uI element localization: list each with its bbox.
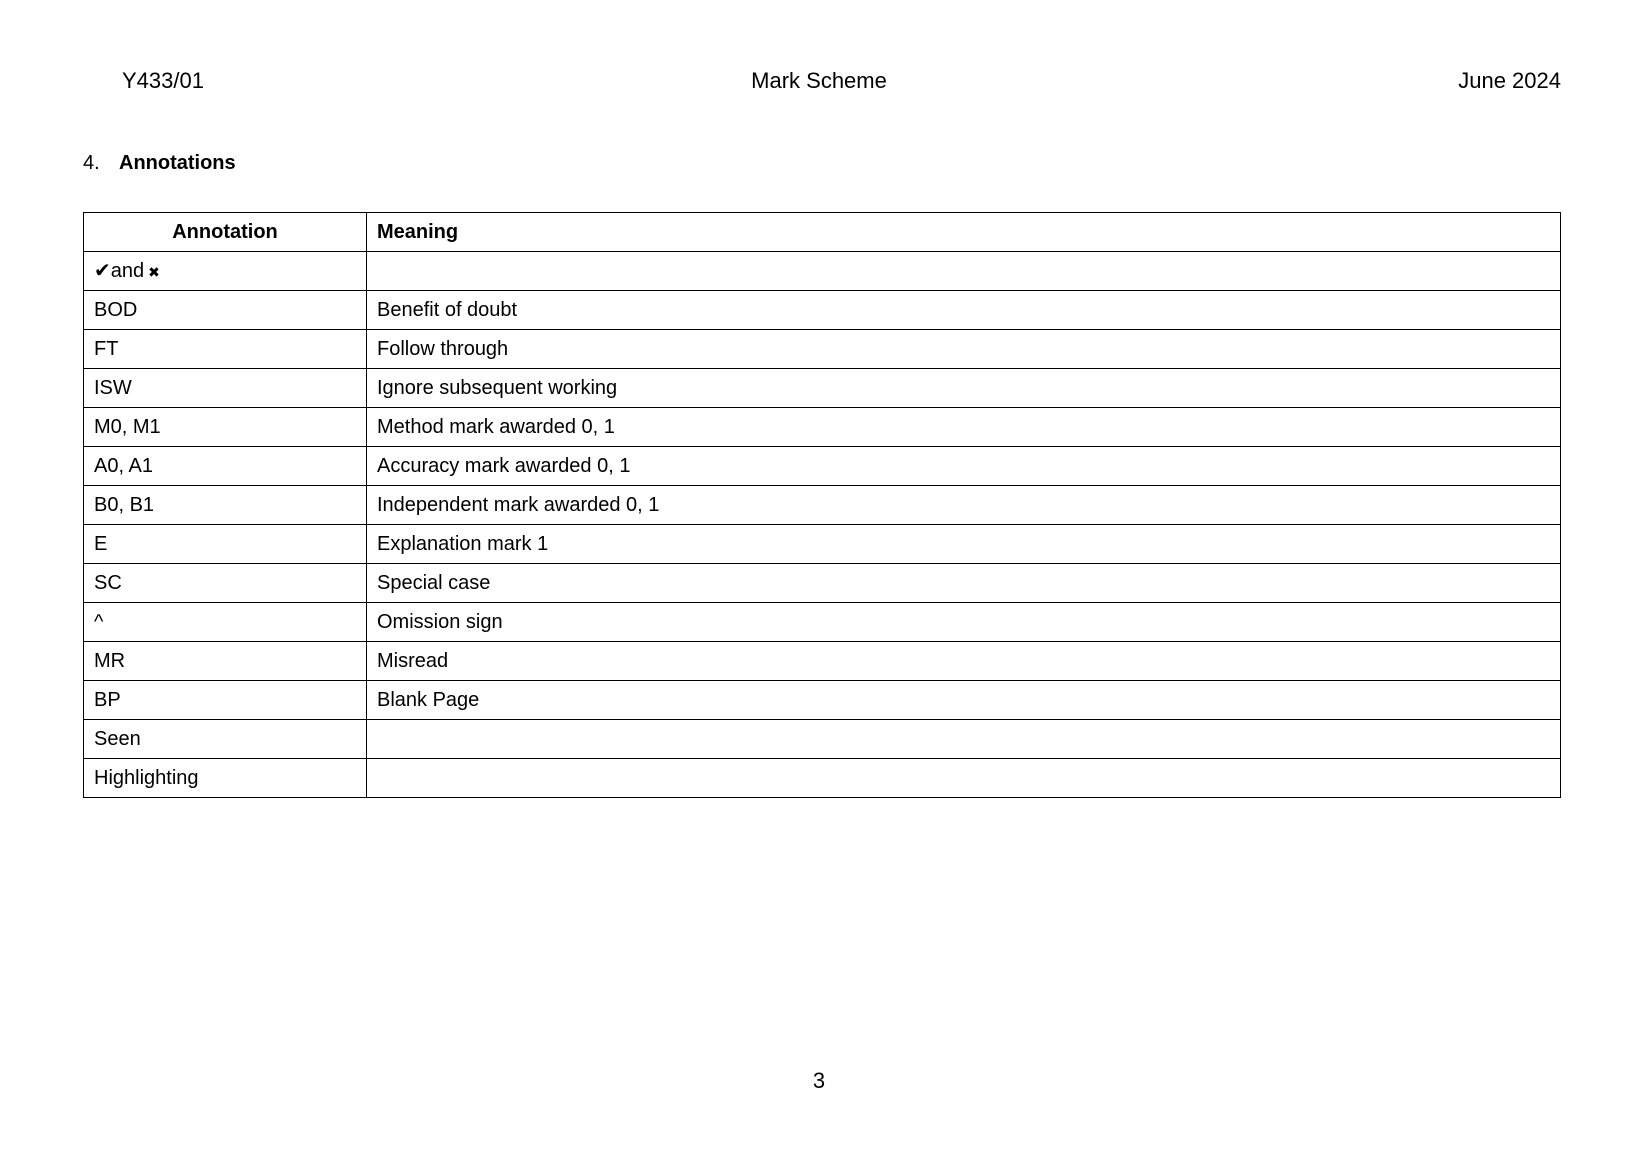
section-title: Annotations [119,152,236,174]
table-row [84,603,1561,642]
annotation-cell: ISW [84,369,367,408]
paper-code: Y433/01 [122,68,204,93]
meaning-column-header: Meaning [367,213,1561,252]
table-row [84,486,1561,525]
table-row [84,681,1561,720]
table-header-row [84,213,1561,252]
annotation-cell: SC [84,564,367,603]
exam-date: June 2024 [1458,68,1561,93]
document-title: Mark Scheme [751,68,887,93]
meaning-cell [367,252,1561,291]
meaning-cell: Special case [367,564,1561,603]
meaning-cell: Misread [367,642,1561,681]
section-number: 4. [83,152,100,174]
meaning-cell: Omission sign [367,603,1561,642]
table-row [84,642,1561,681]
meaning-cell: Method mark awarded 0, 1 [367,408,1561,447]
annotation-cell: FT [84,330,367,369]
annotation-cell: E [84,525,367,564]
annotation-column-header: Annotation [84,213,367,252]
annotation-cell: M0, M1 [84,408,367,447]
meaning-cell: Follow through [367,330,1561,369]
page-number: 3 [812,1068,826,1093]
table-row [84,330,1561,369]
meaning-cell: Blank Page [367,681,1561,720]
meaning-cell: Benefit of doubt [367,291,1561,330]
and-text: and [110,260,145,282]
cross-icon: ✖ [148,264,160,280]
table-row [84,720,1561,759]
table-row [84,291,1561,330]
table-row [84,525,1561,564]
annotation-cell: A0, A1 [84,447,367,486]
annotation-cell: BP [84,681,367,720]
annotation-cell: Highlighting [84,759,367,798]
annotation-cell [84,252,367,291]
table-row [84,369,1561,408]
table-row [84,564,1561,603]
meaning-cell [367,720,1561,759]
tick-icon: ✔ [94,260,111,282]
meaning-cell: Ignore subsequent working [367,369,1561,408]
table-row [84,252,1561,291]
annotation-cell: MR [84,642,367,681]
annotation-cell: ^ [84,603,367,642]
meaning-cell [367,759,1561,798]
meaning-cell: Accuracy mark awarded 0, 1 [367,447,1561,486]
table-row [84,408,1561,447]
meaning-cell: Independent mark awarded 0, 1 [367,486,1561,525]
annotation-cell: BOD [84,291,367,330]
table-row [84,759,1561,798]
annotations-table [83,212,1561,798]
annotation-cell: Seen [84,720,367,759]
annotation-cell: B0, B1 [84,486,367,525]
meaning-cell: Explanation mark 1 [367,525,1561,564]
page-header [0,68,1638,98]
section-heading [83,152,236,175]
table-row [84,447,1561,486]
